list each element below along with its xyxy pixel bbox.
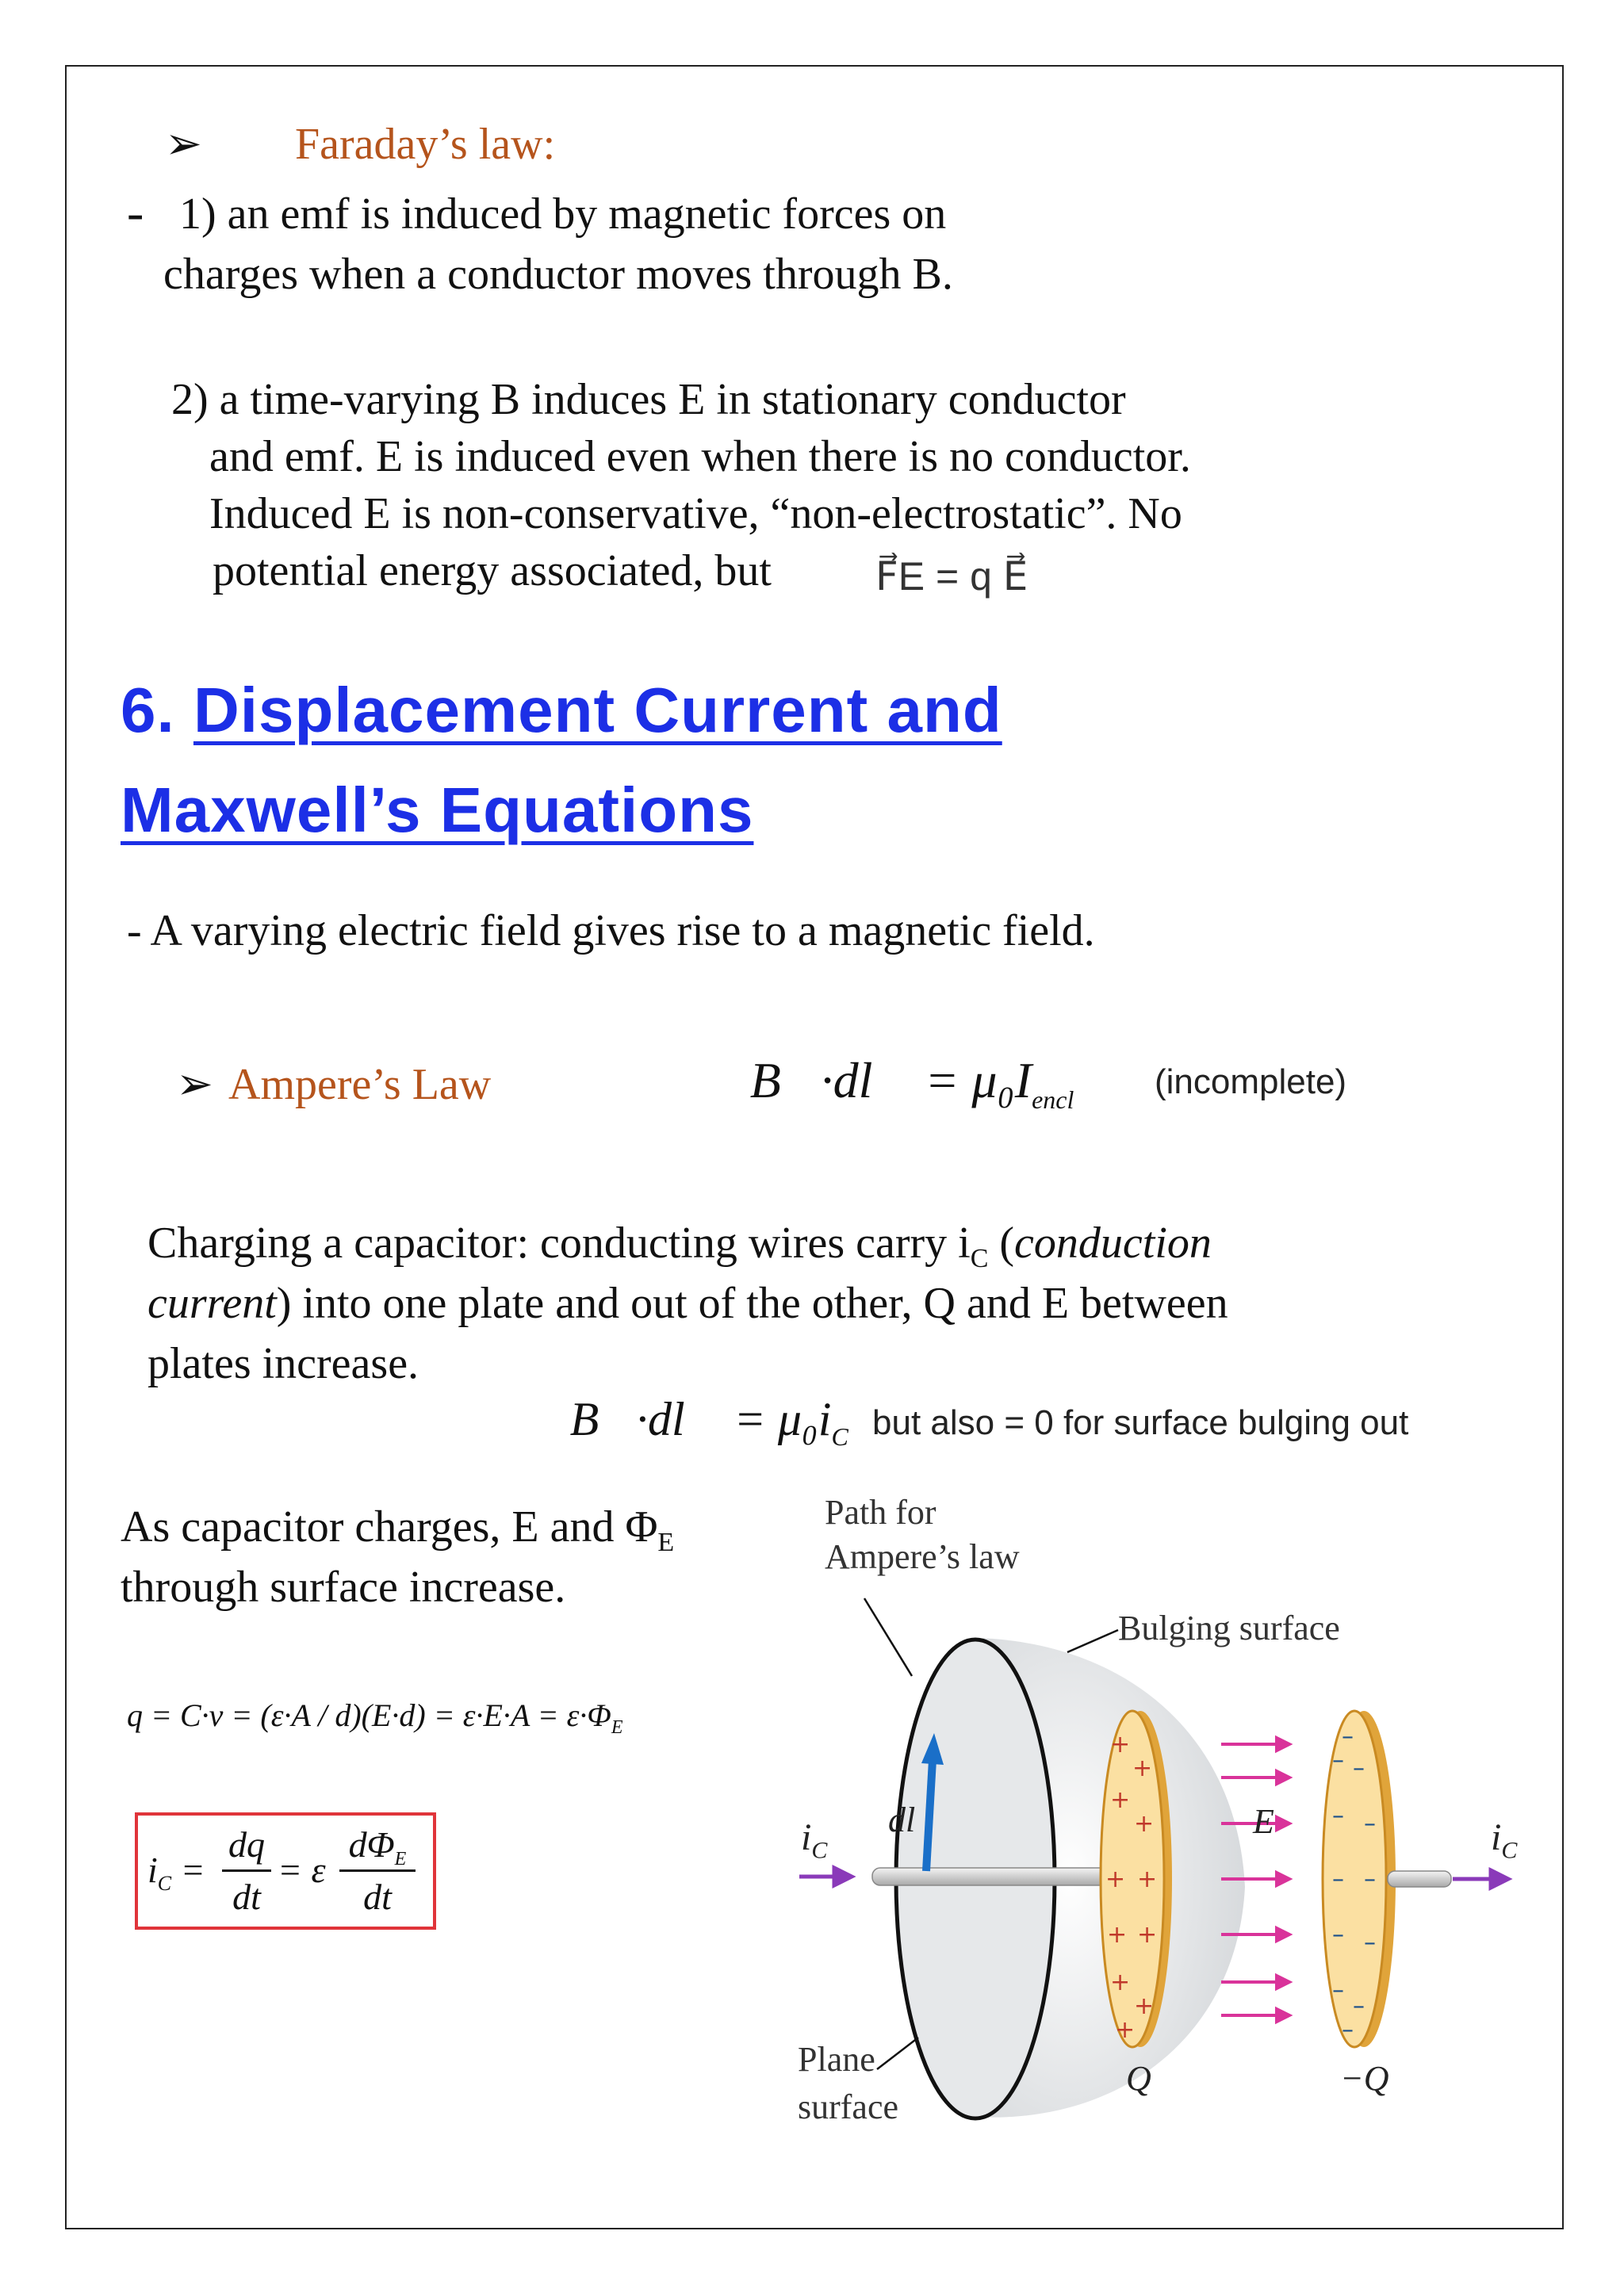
svg-text:–: – xyxy=(1342,2016,1354,2044)
svg-text:–: – xyxy=(1353,1992,1365,2020)
svg-text:–: – xyxy=(1364,1810,1376,1838)
svg-text:+: + xyxy=(1110,1731,1131,1758)
e-label: E⃗ xyxy=(1253,1802,1302,1841)
right-wire xyxy=(1388,1871,1451,1887)
svg-text:–: – xyxy=(1332,1747,1344,1774)
path-label: Path for Ampere’s law xyxy=(825,1493,1020,1576)
plane-label: Plane surface xyxy=(798,2040,899,2126)
section-number: 6. xyxy=(121,675,175,745)
faraday-item1-line2: charges when a conductor moves through B. xyxy=(163,250,953,299)
dl-label: dl⃗ xyxy=(888,1800,943,1839)
negq-label: −Q xyxy=(1340,2059,1389,2098)
force-formula: F⃗E = q E⃗ xyxy=(875,554,1028,599)
svg-text:–: – xyxy=(1342,1723,1354,1751)
svg-text:–: – xyxy=(1332,1921,1344,1949)
section-title-text-2: Maxwell’s Equations xyxy=(121,775,754,845)
faraday-dash: - xyxy=(127,184,144,240)
section-title-text-1: Displacement Current and xyxy=(193,675,1002,745)
charge-equation: $q = C\cdot v = (\varepsilon\cdot A / d)(E\cdot d) = \varepsilon\cdot E\cdot A = \varepsilon\cdot\Phi_E$ xyxy=(127,1697,623,1738)
svg-text:–: – xyxy=(1353,1755,1365,1782)
ic-left-label: $i_C$ xyxy=(801,1816,828,1864)
q-label: Q xyxy=(1126,2059,1151,2098)
capacitor-line3: plates increase. xyxy=(147,1339,419,1388)
svg-text:–: – xyxy=(1364,1929,1376,1957)
flux-line2: through surface increase. xyxy=(121,1563,566,1612)
faraday-item2-line4: potential energy associated, but xyxy=(213,546,772,595)
ic-right-label: $i_C$ xyxy=(1491,1816,1518,1864)
svg-text:–: – xyxy=(1332,1976,1344,2004)
ampere-bullet: ➢ xyxy=(176,1060,213,1109)
capacitor-line2: current) into one plate and out of the other, Q and E between xyxy=(147,1279,1228,1328)
svg-text:+: + xyxy=(1105,1866,1126,1893)
capacitor-formula: ∮B⃗·dl⃗ = $\mu_0i_C$ xyxy=(533,1393,848,1451)
svg-text:+: + xyxy=(1115,2016,1136,2044)
svg-text:+: + xyxy=(1107,1921,1128,1949)
svg-text:+: + xyxy=(1110,1786,1131,1814)
faraday-bullet: ➢ xyxy=(165,120,202,169)
capacitor-line1: Charging a capacitor: conducting wires carry $i_C$ (conduction xyxy=(147,1219,1212,1274)
faraday-item2-line2: and emf. E is induced even when there is no conductor. xyxy=(209,432,1191,481)
flux-line1: As capacitor charges, E and $\Phi_E$ xyxy=(121,1502,675,1558)
ampere-note: (incomplete) xyxy=(1155,1062,1347,1101)
bulging-label: Bulging surface xyxy=(1118,1609,1340,1647)
svg-text:+: + xyxy=(1134,1992,1155,2020)
svg-text:–: – xyxy=(1332,1866,1344,1893)
faraday-heading: Faraday’s law: xyxy=(295,120,556,169)
bulging-leader xyxy=(1067,1630,1118,1652)
ampere-heading: Ampere’s Law xyxy=(228,1060,492,1109)
left-wire xyxy=(872,1868,1110,1885)
section-title-line2 xyxy=(121,774,753,847)
svg-text:+: + xyxy=(1137,1921,1158,1949)
current-equation: $i_C$ = dq dt = ε $d\Phi_E$ dt xyxy=(147,1820,433,1923)
section-title-line1 xyxy=(121,674,1002,747)
faraday-item2-line1: 2) a time-varying B induces E in stationary conductor xyxy=(171,375,1126,424)
electric-field-arrows xyxy=(1221,1738,1289,2022)
svg-text:–: – xyxy=(1332,1802,1344,1830)
intro-text: - A varying electric field gives rise to a magnetic field. xyxy=(127,906,1095,955)
svg-text:+: + xyxy=(1132,1755,1153,1782)
svg-text:–: – xyxy=(1364,1866,1376,1893)
svg-text:+: + xyxy=(1137,1866,1158,1893)
path-leader xyxy=(864,1598,912,1676)
svg-text:+: + xyxy=(1110,1969,1131,1996)
ampere-formula: ∮B⃗·dl⃗ = $\mu_0I_{encl}$ xyxy=(710,1052,1074,1114)
svg-text:+: + xyxy=(1134,1810,1155,1838)
faraday-item2-line3: Induced E is non-conservative, “non-electrostatic”. No xyxy=(209,489,1182,538)
capacitor-note: but also = 0 for surface bulging out xyxy=(872,1403,1409,1442)
faraday-item1-line1: 1) an emf is induced by magnetic forces on xyxy=(179,189,947,239)
